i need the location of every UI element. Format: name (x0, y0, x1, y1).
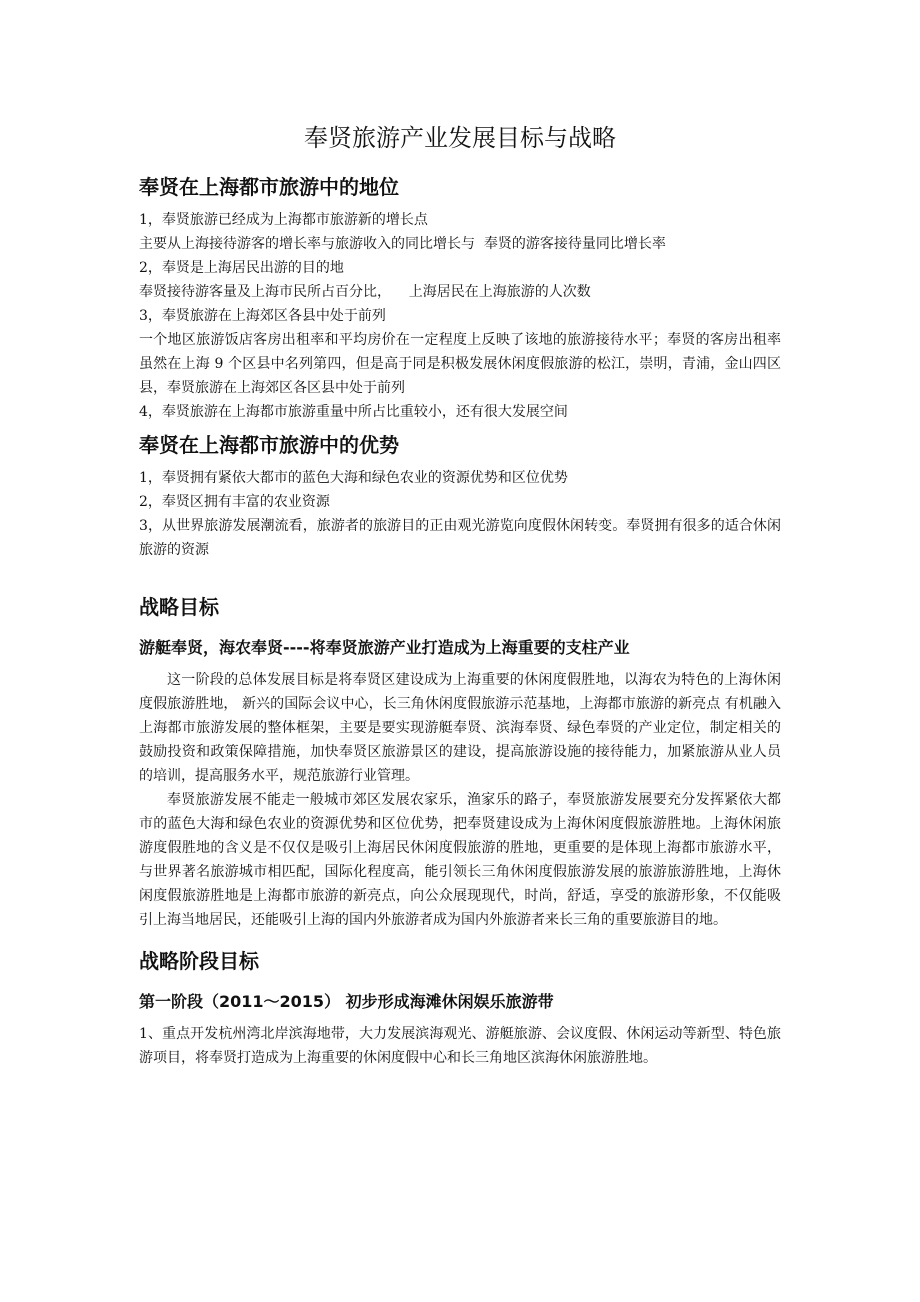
document-title: 奉贤旅游产业发展目标与战略 (304, 124, 616, 152)
paragraph: 这一阶段的总体发展目标是将奉贤区建设成为上海重要的休闲度假胜地，以海农为特色的上海休闲度假旅游胜地， 新兴的国际会议中心，长三角休闲度假旅游示范基地，上海都市旅游的新亮点 有机融入上海都市旅游发展的整体框架，主要是要实现游艇奉贤、滨海奉贤、绿色奉贤的产业定位，制定相关的鼓励投资和政策保障措施，加快奉贤区旅游景区的建设，提高旅游设施的接待能力，加紧旅游从业人员的培训，提高服务水平，规范旅游行业管理。 (139, 672, 781, 784)
document-page (139, 118, 781, 1070)
spacer (139, 660, 781, 668)
paragraph: 一个地区旅游饭店客房出租率和平均房价在一定程度上反映了该地的旅游接待水平；奉贤的客房出租率虽然在上海 9 个区县中名列第四，但是高于同是积极发展休闲度假旅游的松江，崇明，青浦，金山四区县，奉贤旅游在上海郊区各区县中处于前列 (139, 332, 781, 396)
spacer (139, 976, 781, 990)
paragraph: 奉贤接待游客量及上海市民所占百分比， 上海居民在上海旅游的人次数 (139, 284, 591, 300)
paragraph: 3，奉贤旅游在上海郊区各县中处于前列 (139, 308, 386, 324)
section-heading-position: 奉贤在上海都市旅游中的地位 (139, 175, 399, 199)
paragraph: 2，奉贤是上海居民出游的目的地 (139, 260, 344, 276)
paragraph: 主要从上海接待游客的增长率与旅游收入的同比增长与 奉贤的游客接待量同比增长率 (139, 236, 666, 252)
section-heading-strategic-goals: 战略目标 (139, 595, 219, 619)
paragraph: 3，从世界旅游发展潮流看，旅游者的旅游目的正由观光游览向度假休闲转变。奉贤拥有很多的适合休闲旅游的资源 (139, 518, 781, 558)
paragraph: 1、重点开发杭州湾北岸滨海地带，大力发展滨海观光、游艇旅游、会议度假、休闲运动等新型、特色旅游项目，将奉贤打造成为上海重要的休闲度假中心和长三角地区滨海休闲旅游胜地。 (139, 1026, 781, 1066)
subheading-yacht-fengxian: 游艇奉贤，海农奉贤----将奉贤旅游产业打造成为上海重要的支柱产业 (139, 638, 630, 657)
paragraph: 1，奉贤拥有紧依大都市的蓝色大海和绿色农业的资源优势和区位优势 (139, 470, 568, 486)
subheading-stage-one: 第一阶段（2011～2015） 初步形成海滩休闲娱乐旅游带 (139, 992, 554, 1011)
section-heading-stage-goals: 战略阶段目标 (139, 949, 259, 973)
spacer (139, 622, 781, 636)
paragraph: 1，奉贤旅游已经成为上海都市旅游新的增长点 (139, 212, 428, 228)
paragraph: 奉贤旅游发展不能走一般城市郊区发展农家乐，渔家乐的路子，奉贤旅游发展要充分发挥紧依大都市的蓝色大海和绿色农业的资源优势和区位优势，把奉贤建设成为上海休闲度假旅游胜地。上海休闲旅游度假胜地的含义是不仅仅是吸引上海居民休闲度假旅游的胜地，更重要的是体现上海都市旅游水平，与世界著名旅游城市相匹配，国际化程度高，能引领长三角休闲度假旅游发展的旅游旅游胜地，上海休闲度假旅游胜地是上海都市旅游的新亮点，向公众展现现代，时尚，舒适，享受的旅游形象，不仅能吸引上海当地居民，还能吸引上海的国内外旅游者成为国内外旅游者来长三角的重要旅游目的地。 (139, 792, 781, 928)
section-heading-advantages: 奉贤在上海都市旅游中的优势 (139, 433, 399, 457)
spacer (139, 932, 781, 946)
spacer (139, 562, 781, 592)
spacer (139, 1014, 781, 1022)
paragraph: 2，奉贤区拥有丰富的农业资源 (139, 494, 330, 510)
paragraph: 4，奉贤旅游在上海都市旅游重量中所占比重较小，还有很大发展空间 (139, 404, 568, 420)
